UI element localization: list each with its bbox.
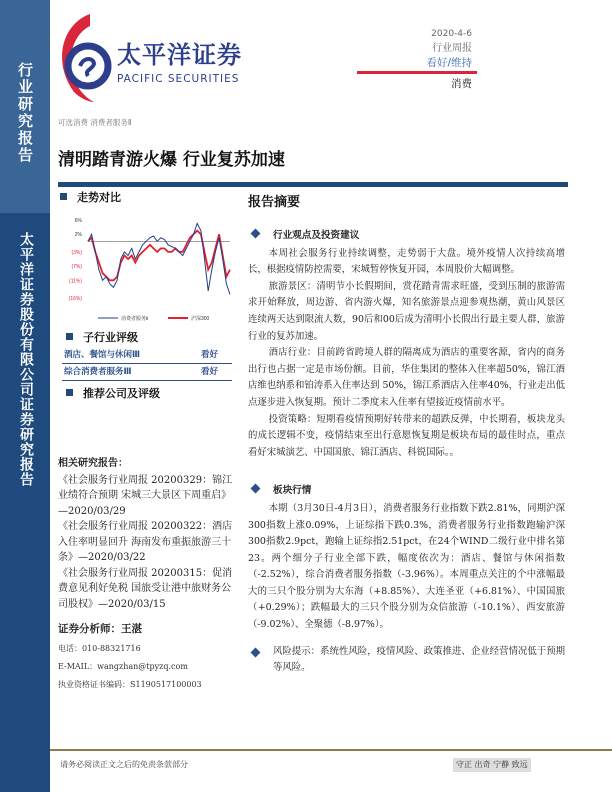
- trend-title: 走势对比: [77, 191, 121, 204]
- legend-label: 沪深300: [191, 316, 210, 322]
- diamond-bullet-icon: [251, 647, 261, 657]
- y-tick-label: (16%): [68, 296, 82, 302]
- square-bullet-icon: [60, 193, 67, 200]
- table-row: [62, 364, 232, 381]
- risk-text: 风险提示：系统性风险，疫情风险、政策推进、企业经营情况低于预期等风险。: [273, 645, 565, 674]
- analyst-cert: 执业资格证书编码：S1190517100003: [58, 679, 202, 689]
- trend-chart: [58, 210, 234, 328]
- y-tick-label: (7%): [71, 264, 82, 271]
- series-line-0: [88, 224, 230, 295]
- square-bullet-icon: [66, 389, 73, 396]
- divider: [357, 71, 477, 74]
- related-heading: 相关研究报告：: [58, 458, 128, 469]
- table-row: [62, 347, 232, 364]
- recommend-title: 推荐公司及评级: [83, 387, 160, 400]
- page-title: 清明踏青游火爆 行业复苏加速: [58, 150, 285, 170]
- square-bullet-icon: [66, 333, 73, 340]
- report-type: 行业周报: [432, 43, 472, 54]
- y-tick-label: 6%: [74, 218, 82, 224]
- footer-disclaimer: 请务必阅读正文之后的免责条款部分: [60, 760, 188, 769]
- sub-rating-table: [62, 347, 232, 381]
- sub-rating-title: 子行业评级: [83, 331, 138, 344]
- y-tick-label: 2%: [74, 232, 82, 239]
- sub-industry-name: 酒店、餐馆与休闲Ⅲ: [64, 350, 141, 360]
- series-line-1: [88, 231, 230, 281]
- header-divider: [58, 182, 568, 187]
- footer-motto: 守正 出奇 宁静 致远: [453, 758, 531, 772]
- footer-divider: [50, 749, 612, 751]
- logo-icon: [54, 12, 116, 104]
- breadcrumb: 可选消费 消费者服务Ⅱ: [58, 118, 132, 127]
- paragraph: 投资策略：短期看疫情预期好转带来的超跌反弹，中长期看，板块龙头的成长逻辑不变，疫情结束至出行意愿恢复期是板块布局的最佳时点，重点看好宋城演艺、中国国旅、锦江酒店、科锐国际。。: [248, 413, 565, 458]
- related-report-link[interactable]: 《社会服务行业周报 20200329：锦江业绩符合预期 宋城三大景区下周重启》—2020/03/29: [58, 474, 233, 517]
- report-date: 2020-4-6: [431, 29, 472, 39]
- trend-heading: [60, 191, 121, 204]
- brand-name-en: PACIFIC SECURITIES: [117, 73, 240, 85]
- analyst-email[interactable]: E-MAIL：wangzhan@tpyzq.com: [58, 661, 188, 671]
- paragraph: 旅游景区：清明节小长假期间，赏花踏青需求旺盛，受到压制的旅游需求开始释放，周边游、省内游火爆，知名旅游景点迎参观热潮，黄山风景区连续两天达到限流人数，90后和00后成为清明小长假出行最主要人群，旅游行业的复苏加速。: [248, 280, 565, 342]
- legend-label: 消费者服务Ⅱ: [121, 316, 149, 322]
- y-tick-label: (11%): [69, 278, 82, 285]
- section-heading: [248, 228, 565, 245]
- section-title: 板块行情: [273, 485, 312, 497]
- summary-body: [248, 228, 565, 677]
- paragraph: 本期（3月30日-4月3日），消费者服务行业指数下跌2.81%，同期沪深300指数上涨0.09%，上证综指下跌0.3%，消费者服务行业指数跑输沪深300指数2.9pct，跑输上证综指2.51pct，在24个WIND二级行业中排名第23。两个细分子行业全部下跌，幅度依次为：酒店、餐馆与休闲指数（-2.52%），综合消费者服务指数（-3.96%）。本周重点关注的个中涨幅最大的三只个股分别为大东海（+8.85%）、大连圣亚（+6.81%）、中国国旅（+0.29%）；跌幅最大的三只个股分别为众信旅游（-10.1%）、西安旅游（-9.02%）、全聚德（-8.97%）。: [248, 502, 565, 631]
- analyst-phone: 电话：010-88321716: [58, 643, 141, 653]
- diamond-bullet-icon: [251, 484, 261, 494]
- brand-name-cn: 太平洋证券: [117, 41, 242, 69]
- recommend-heading: [66, 387, 160, 400]
- related-report-link[interactable]: 《社会服务行业周报 20200322：酒店入住率明显回升 海南发布重振旅游三十条》—2020/03/22: [58, 521, 233, 563]
- section-heading: [248, 483, 565, 500]
- sub-industry-name: 综合消费者服务Ⅲ: [64, 367, 132, 377]
- sidebar-label-bottom: 太平洋证券股份有限公司证券研究报告: [18, 232, 34, 487]
- sidebar-label-top: 行业研究报告: [16, 62, 34, 164]
- paragraph: 酒店行业：目前跨省跨境人群的隔离成为酒店的重要客源，省内的商务出行也占据一定是市场份额。目前，华住集团的整体入住率超50%，锦江酒店维也纳系和铂涛系入住率达到 50%，锦江系酒店入住率40%，行业走出低点逐步进入恢复期。预计二季度末入住率有望接近疫情前水平。: [248, 347, 565, 408]
- y-tick-label: (3%): [71, 249, 82, 256]
- paragraph: 本周社会服务行业持续调整，走势弱于大盘。境外疫情人次持续高增长，根据疫情防控需要，宋城暂停恢复开园，本周股价大幅调整。: [248, 247, 565, 276]
- industry-rating: 看好/维持: [426, 57, 472, 69]
- section-title: 行业观点及投资建议: [273, 230, 360, 241]
- analyst-name: 证券分析师：王湛: [58, 623, 142, 635]
- sector-label: 消费: [451, 78, 472, 90]
- summary-title: 报告摘要: [248, 195, 301, 210]
- sub-industry-rating: 看好: [200, 367, 218, 377]
- sub-industry-rating: 看好: [200, 350, 218, 360]
- diamond-bullet-icon: [251, 229, 261, 239]
- related-report-link[interactable]: 《社会服务行业周报 20200315：促消费意见利好免税 国旅受让港中旅财务公司股权》—2020/03/15: [58, 567, 233, 610]
- risk-note: [248, 644, 565, 677]
- left-info: [58, 456, 234, 692]
- sub-rating-heading: [66, 331, 138, 344]
